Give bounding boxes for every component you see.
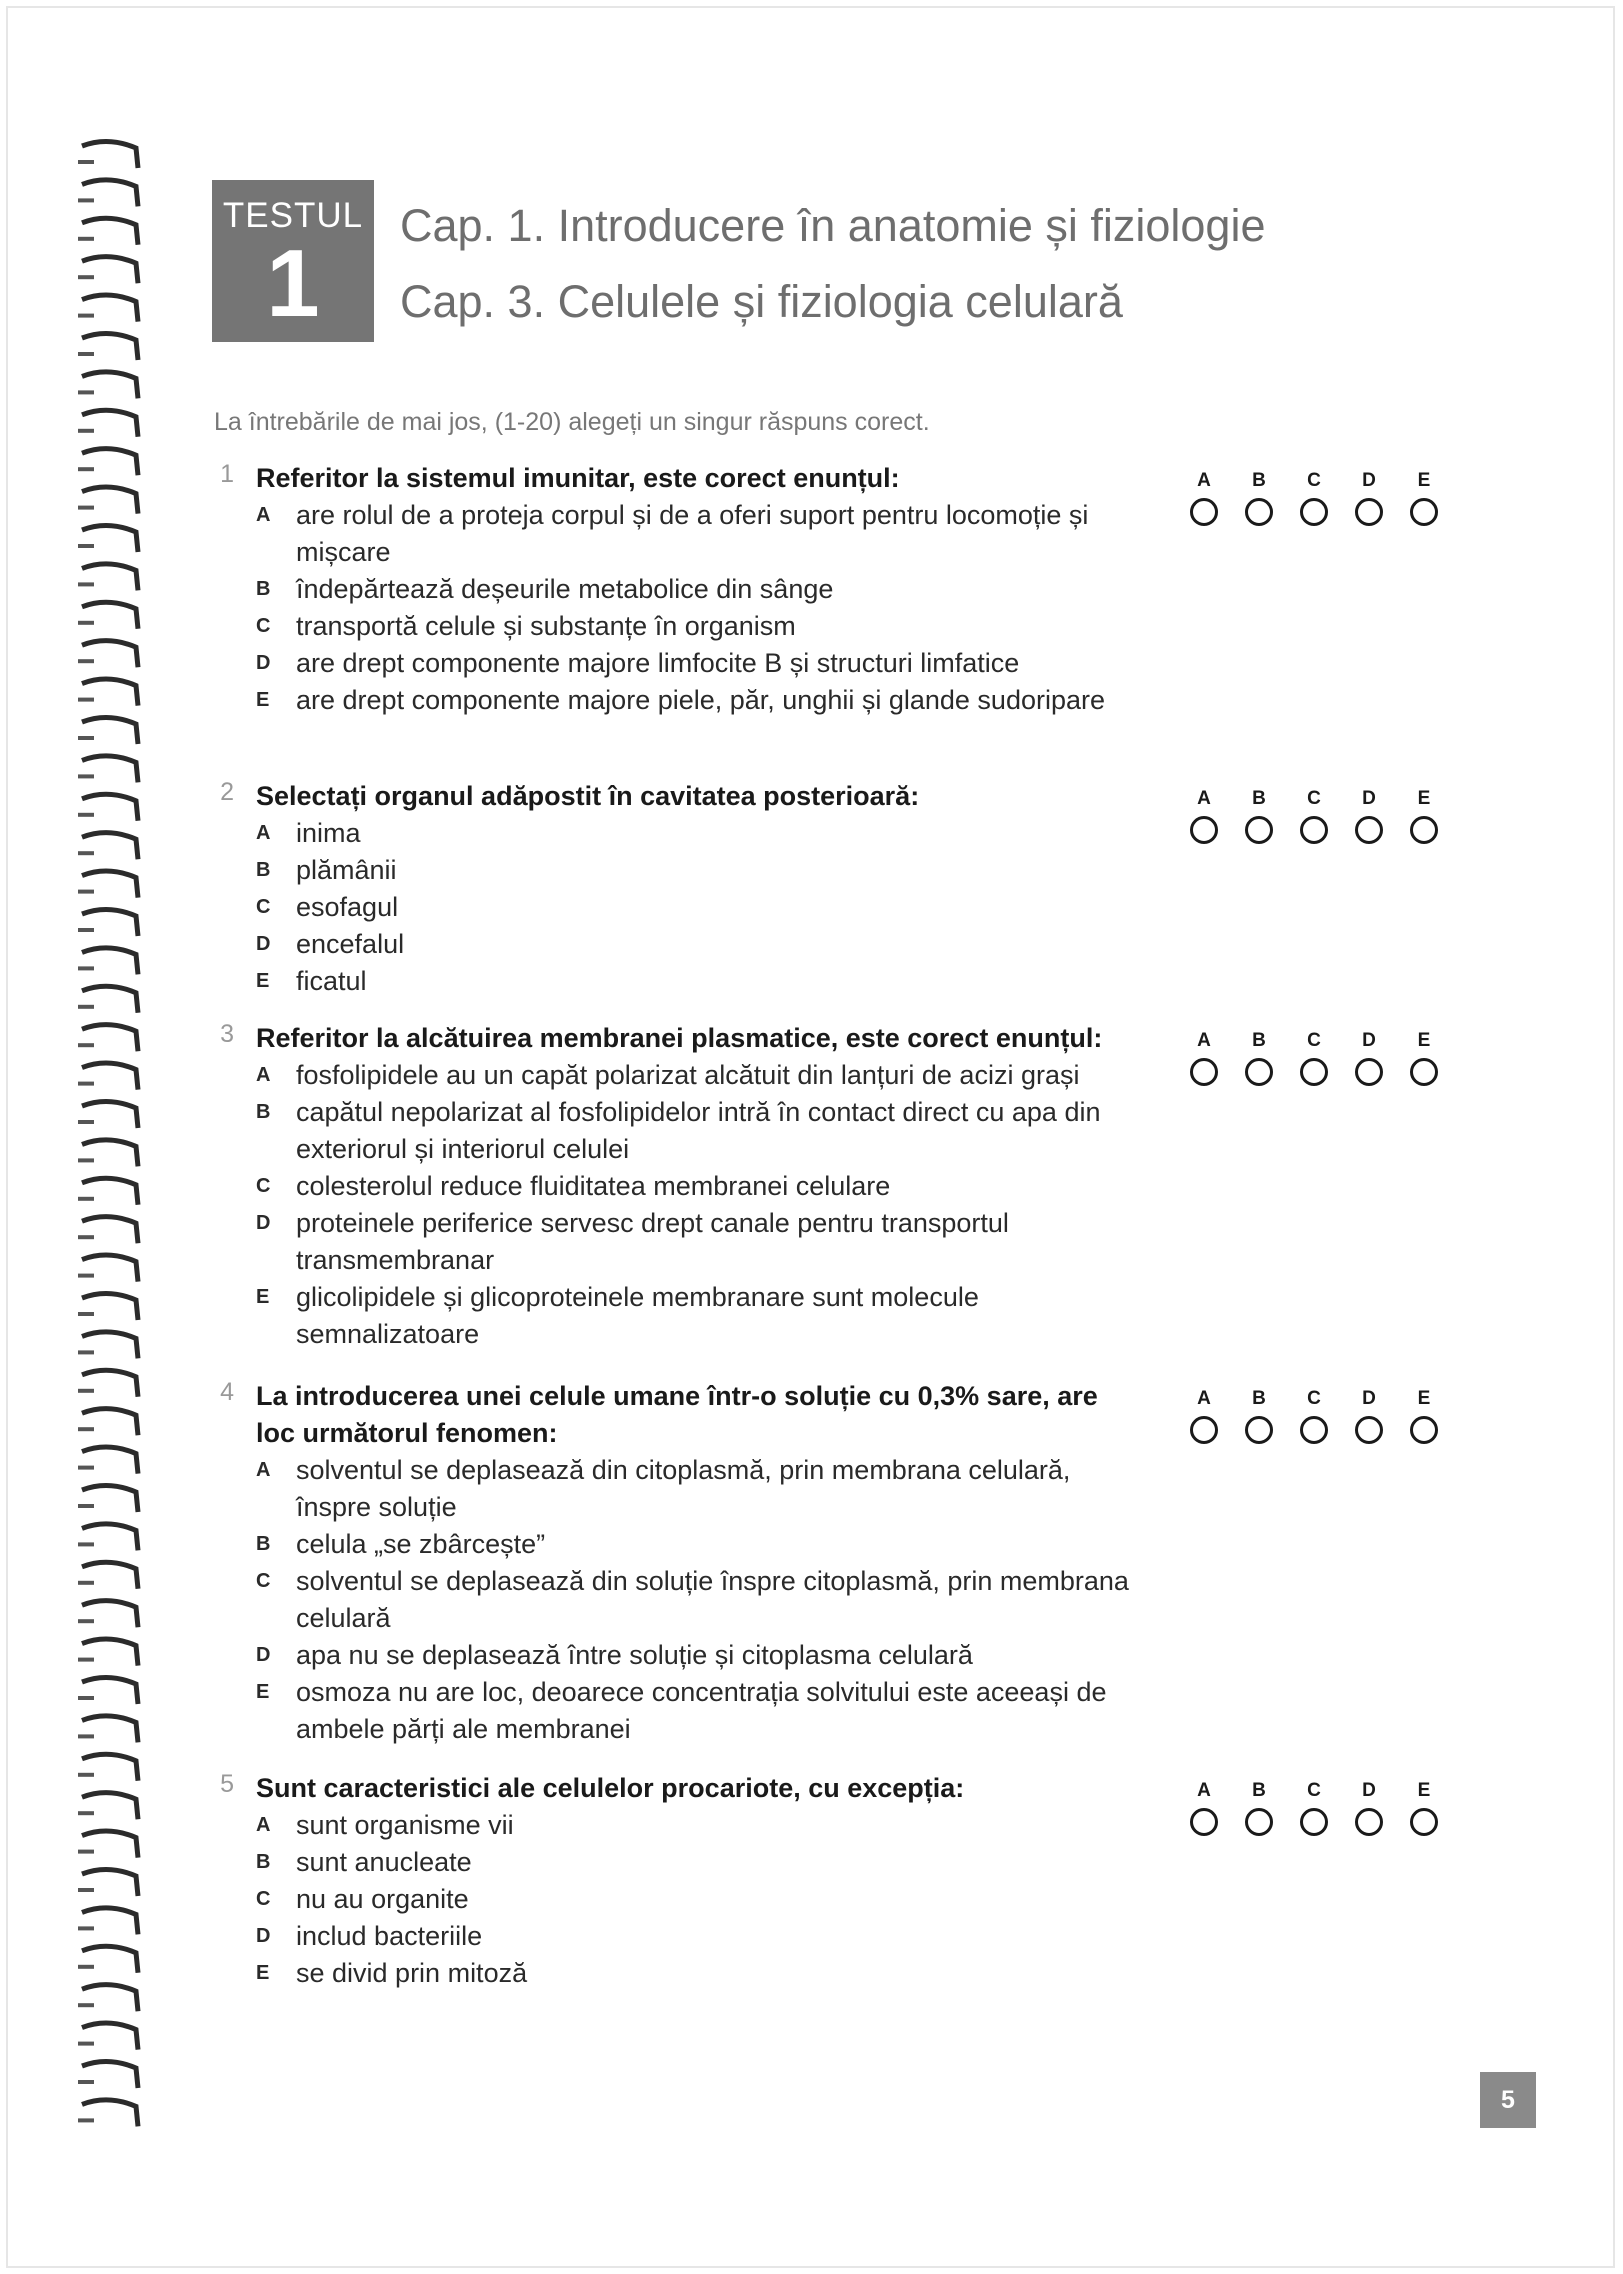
answer-option bbox=[256, 571, 1134, 608]
answer-bubble-c[interactable] bbox=[1296, 1780, 1332, 1836]
answer-option bbox=[256, 889, 1134, 926]
option-letter: C bbox=[256, 1570, 271, 1592]
answer-bubble-d[interactable] bbox=[1351, 1780, 1387, 1836]
spiral-ring bbox=[82, 1485, 138, 1512]
page-number: 5 bbox=[1480, 2072, 1536, 2128]
spiral-ring bbox=[82, 2023, 138, 2050]
spiral-ring bbox=[82, 1140, 138, 1167]
answer-option bbox=[256, 815, 1134, 852]
answer-bubble-b[interactable] bbox=[1241, 470, 1277, 526]
answer-letter: E bbox=[1417, 1030, 1431, 1051]
spiral-hole bbox=[78, 2080, 94, 2084]
answer-circle-icon[interactable] bbox=[1300, 1808, 1328, 1836]
spiral-hole bbox=[78, 851, 94, 855]
spiral-ring bbox=[82, 295, 138, 322]
spiral-hole bbox=[78, 736, 94, 740]
spiral-ring bbox=[82, 1101, 138, 1128]
spiral-hole bbox=[78, 1274, 94, 1278]
spiral-hole bbox=[78, 2003, 94, 2007]
spiral-ring bbox=[82, 372, 138, 399]
answer-bubble-b[interactable] bbox=[1241, 1780, 1277, 1836]
spiral-ring bbox=[82, 449, 138, 476]
option-text: plămânii bbox=[296, 855, 397, 885]
option-letter: D bbox=[256, 1644, 271, 1666]
answer-bubble-d[interactable] bbox=[1351, 1030, 1387, 1086]
answer-option bbox=[256, 1955, 1134, 1992]
answer-circle-icon[interactable] bbox=[1355, 498, 1383, 526]
answer-letter: B bbox=[1252, 470, 1266, 491]
spiral-hole bbox=[78, 429, 94, 433]
spiral-hole bbox=[78, 237, 94, 241]
option-letter: D bbox=[256, 933, 271, 955]
spiral-hole bbox=[78, 813, 94, 817]
option-text: fosfolipidele au un capăt polarizat alcătuit din lanțuri de acizi grași bbox=[296, 1060, 1080, 1090]
spiral-hole bbox=[78, 1389, 94, 1393]
answer-circle-icon[interactable] bbox=[1410, 816, 1438, 844]
answer-circle-icon[interactable] bbox=[1300, 1416, 1328, 1444]
option-letter: A bbox=[256, 822, 271, 844]
answer-letter: B bbox=[1252, 1780, 1266, 1801]
spiral-ring bbox=[82, 257, 138, 284]
answer-bubble-d[interactable] bbox=[1351, 470, 1387, 526]
answer-letter: C bbox=[1307, 1388, 1321, 1409]
answer-option bbox=[256, 1205, 1134, 1279]
answer-option bbox=[256, 645, 1134, 682]
answer-circle-icon[interactable] bbox=[1355, 1416, 1383, 1444]
answer-circle-icon[interactable] bbox=[1410, 1808, 1438, 1836]
answer-bubble-c[interactable] bbox=[1296, 788, 1332, 844]
spiral-ring bbox=[82, 717, 138, 744]
spiral-hole bbox=[78, 1350, 94, 1354]
question-text: Sunt caracteristici ale celulelor procariote, cu excepția: bbox=[256, 1773, 965, 1803]
option-text: transportă celule și substanțe în organism bbox=[296, 611, 796, 641]
spiral-hole bbox=[78, 1888, 94, 1892]
spiral-hole bbox=[78, 1120, 94, 1124]
instructions: La întrebările de mai jos, (1-20) alegeți un singur răspuns corect. bbox=[214, 408, 930, 436]
spiral-ring bbox=[82, 1716, 138, 1743]
spiral-ring bbox=[82, 1255, 138, 1282]
spiral-hole bbox=[78, 198, 94, 202]
option-text: ficatul bbox=[296, 966, 367, 996]
answer-bubble-a[interactable] bbox=[1186, 1388, 1222, 1444]
question-2 bbox=[214, 778, 1134, 1000]
answer-letter: A bbox=[1197, 1388, 1211, 1409]
option-letter: E bbox=[256, 970, 270, 992]
option-letter: B bbox=[256, 859, 271, 881]
answer-letter: C bbox=[1307, 470, 1321, 491]
spiral-hole bbox=[78, 1197, 94, 1201]
option-text: proteinele periferice servesc drept canale pentru transportul transmembranar bbox=[296, 1208, 1009, 1275]
spiral-ring bbox=[82, 1025, 138, 1052]
answer-letter: D bbox=[1362, 470, 1376, 491]
answer-bubble-c[interactable] bbox=[1296, 1388, 1332, 1444]
option-letter: E bbox=[256, 1962, 270, 1984]
answer-letter: A bbox=[1197, 1780, 1211, 1801]
answer-circle-icon[interactable] bbox=[1245, 1416, 1273, 1444]
spiral-hole bbox=[78, 1811, 94, 1815]
spiral-ring bbox=[82, 410, 138, 437]
spiral-hole bbox=[78, 659, 94, 663]
spiral-ring bbox=[82, 1908, 138, 1935]
spiral-ring bbox=[82, 1985, 138, 2012]
option-letter: E bbox=[256, 1286, 270, 1308]
answer-circle-icon[interactable] bbox=[1245, 1058, 1273, 1086]
spiral-ring bbox=[82, 525, 138, 552]
answer-option bbox=[256, 1637, 1134, 1674]
question-number: 5 bbox=[220, 1770, 234, 1798]
answer-bubble-d[interactable] bbox=[1351, 1388, 1387, 1444]
answer-bubble-d[interactable] bbox=[1351, 788, 1387, 844]
option-text: solventul se deplasează din citoplasmă, prin membrana celulară, înspre soluție bbox=[296, 1455, 1071, 1522]
answer-bubble-b[interactable] bbox=[1241, 788, 1277, 844]
answer-option bbox=[256, 1094, 1134, 1168]
answer-circle-icon[interactable] bbox=[1355, 816, 1383, 844]
answer-option bbox=[256, 682, 1134, 719]
answer-letter: E bbox=[1417, 1780, 1431, 1801]
spiral-ring bbox=[82, 1869, 138, 1896]
spiral-hole bbox=[78, 1235, 94, 1239]
option-text: solventul se deplasează din soluție înspre citoplasmă, prin membrana celulară bbox=[296, 1566, 1129, 1633]
spiral-hole bbox=[78, 698, 94, 702]
spiral-ring bbox=[82, 602, 138, 629]
option-text: capătul nepolarizat al fosfolipidelor intră în contact direct cu apa din exteriorul și interiorul celulei bbox=[296, 1097, 1101, 1164]
spiral-ring bbox=[82, 948, 138, 975]
answer-option bbox=[256, 608, 1134, 645]
question-number: 3 bbox=[220, 1020, 234, 1048]
answer-letter: D bbox=[1362, 788, 1376, 809]
spiral-ring bbox=[82, 1601, 138, 1628]
test-badge-word: TESTUL bbox=[222, 196, 364, 235]
answer-option bbox=[256, 963, 1134, 1000]
spiral-hole bbox=[78, 1542, 94, 1546]
answer-letter: A bbox=[1197, 788, 1211, 809]
spiral-ring bbox=[82, 1524, 138, 1551]
spiral-ring bbox=[82, 1754, 138, 1781]
spiral-ring bbox=[82, 487, 138, 514]
question-number: 2 bbox=[220, 778, 234, 806]
answer-option bbox=[256, 1452, 1134, 1526]
spiral-ring bbox=[82, 1831, 138, 1858]
spiral-hole bbox=[78, 890, 94, 894]
spiral-ring bbox=[82, 833, 138, 860]
answer-option bbox=[256, 1807, 1134, 1844]
spiral-hole bbox=[78, 1926, 94, 1930]
answer-circle-icon[interactable] bbox=[1300, 816, 1328, 844]
option-text: îndepărtează deșeurile metabolice din sânge bbox=[296, 574, 834, 604]
spiral-hole bbox=[78, 1312, 94, 1316]
question-text: Selectați organul adăpostit în cavitatea posterioară: bbox=[256, 781, 920, 811]
answer-circle-icon[interactable] bbox=[1410, 1058, 1438, 1086]
test-badge-number: 1 bbox=[266, 230, 320, 337]
spiral-hole bbox=[78, 160, 94, 164]
answer-letter: E bbox=[1417, 470, 1431, 491]
spiral-ring bbox=[82, 564, 138, 591]
spiral-hole bbox=[78, 1005, 94, 1009]
spiral-hole bbox=[78, 1850, 94, 1854]
question-3 bbox=[214, 1020, 1134, 1353]
spiral-hole bbox=[78, 1158, 94, 1162]
option-text: colesterolul reduce fluiditatea membranei celulare bbox=[296, 1171, 891, 1201]
spiral-hole bbox=[78, 544, 94, 548]
option-text: esofagul bbox=[296, 892, 399, 922]
spiral-ring bbox=[82, 1409, 138, 1436]
option-letter: A bbox=[256, 504, 271, 526]
spiral-ring bbox=[82, 2061, 138, 2088]
spiral-ring bbox=[82, 1677, 138, 1704]
spiral-hole bbox=[78, 1773, 94, 1777]
answer-option bbox=[256, 852, 1134, 889]
spiral-ring bbox=[82, 1946, 138, 1973]
spiral-ring bbox=[82, 141, 138, 168]
spiral-hole bbox=[78, 467, 94, 471]
question-text: Referitor la sistemul imunitar, este corect enunțul: bbox=[256, 463, 900, 493]
answer-letter: D bbox=[1362, 1030, 1376, 1051]
spiral-ring bbox=[82, 679, 138, 706]
option-text: are drept componente majore piele, păr, unghii și glande sudoripare bbox=[296, 685, 1106, 715]
answer-bubble-a[interactable] bbox=[1186, 788, 1222, 844]
answer-letter: D bbox=[1362, 1780, 1376, 1801]
answer-letter: E bbox=[1417, 1388, 1431, 1409]
spiral-hole bbox=[78, 1658, 94, 1662]
option-text: se divid prin mitoză bbox=[296, 1958, 528, 1988]
spiral-hole bbox=[78, 621, 94, 625]
answer-option bbox=[256, 1526, 1134, 1563]
answer-option bbox=[256, 1168, 1134, 1205]
spiral-ring bbox=[82, 1370, 138, 1397]
answer-bubble-e[interactable] bbox=[1406, 788, 1442, 844]
spiral-hole bbox=[78, 1466, 94, 1470]
answer-bubble-a[interactable] bbox=[1186, 470, 1222, 526]
answer-circle-icon[interactable] bbox=[1410, 1416, 1438, 1444]
answer-bubble-e[interactable] bbox=[1406, 1780, 1442, 1836]
answer-letter: B bbox=[1252, 788, 1266, 809]
answer-circle-icon[interactable] bbox=[1190, 1808, 1218, 1836]
answer-circle-icon[interactable] bbox=[1190, 816, 1218, 844]
answer-option bbox=[256, 1057, 1134, 1094]
spiral-hole bbox=[78, 966, 94, 970]
answer-circle-icon[interactable] bbox=[1190, 1416, 1218, 1444]
answer-circle-icon[interactable] bbox=[1300, 498, 1328, 526]
chapter-title-2: Cap. 3. Celulele și fiziologia celulară bbox=[400, 276, 1123, 327]
spiral-ring bbox=[82, 756, 138, 783]
answer-option bbox=[256, 1844, 1134, 1881]
answer-letter: C bbox=[1307, 788, 1321, 809]
answer-letter: A bbox=[1197, 1030, 1211, 1051]
spiral-hole bbox=[78, 1043, 94, 1047]
spiral-hole bbox=[78, 928, 94, 932]
answer-option bbox=[256, 497, 1134, 571]
option-letter: B bbox=[256, 578, 271, 600]
spiral-hole bbox=[78, 582, 94, 586]
spiral-ring bbox=[82, 218, 138, 245]
spiral-hole bbox=[78, 2042, 94, 2046]
spiral-ring bbox=[82, 1793, 138, 1820]
option-letter: D bbox=[256, 652, 271, 674]
answer-option bbox=[256, 1918, 1134, 1955]
question-5 bbox=[214, 1770, 1134, 1992]
spiral-hole bbox=[78, 1619, 94, 1623]
answer-bubble-e[interactable] bbox=[1406, 470, 1442, 526]
answer-circle-icon[interactable] bbox=[1355, 1058, 1383, 1086]
spiral-ring bbox=[82, 1447, 138, 1474]
answer-bubble-e[interactable] bbox=[1406, 1388, 1442, 1444]
option-letter: C bbox=[256, 1175, 271, 1197]
option-text: celula „se zbârcește” bbox=[296, 1529, 546, 1559]
spiral-hole bbox=[78, 390, 94, 394]
answer-letter: C bbox=[1307, 1030, 1321, 1051]
answer-letter: B bbox=[1252, 1030, 1266, 1051]
spiral-ring bbox=[82, 180, 138, 207]
spiral-hole bbox=[78, 1504, 94, 1508]
question-text: Referitor la alcătuirea membranei plasmatice, este corect enunțul: bbox=[256, 1023, 1103, 1053]
answer-bubble-a[interactable] bbox=[1186, 1780, 1222, 1836]
answer-bubble-e[interactable] bbox=[1406, 1030, 1442, 1086]
spiral-hole bbox=[78, 352, 94, 356]
option-text: includ bacteriile bbox=[296, 1921, 483, 1951]
spiral-ring bbox=[82, 909, 138, 936]
spiral-hole bbox=[78, 2118, 94, 2122]
answer-letter: B bbox=[1252, 1388, 1266, 1409]
spiral-ring bbox=[82, 1332, 138, 1359]
option-text: glicolipidele și glicoproteinele membranare sunt molecule semnalizatoare bbox=[296, 1282, 979, 1349]
spiral-hole bbox=[78, 275, 94, 279]
option-letter: C bbox=[256, 615, 271, 637]
option-letter: D bbox=[256, 1212, 271, 1234]
answer-option bbox=[256, 1881, 1134, 1918]
spiral-hole bbox=[78, 1965, 94, 1969]
spiral-ring bbox=[82, 986, 138, 1013]
answer-letter: E bbox=[1417, 788, 1431, 809]
spiral-ring bbox=[82, 2100, 138, 2127]
spiral-ring bbox=[82, 794, 138, 821]
option-letter: A bbox=[256, 1814, 271, 1836]
spiral-ring bbox=[82, 1063, 138, 1090]
test-badge bbox=[212, 180, 374, 342]
answer-circle-icon[interactable] bbox=[1190, 1058, 1218, 1086]
option-letter: A bbox=[256, 1064, 271, 1086]
spiral-ring bbox=[82, 871, 138, 898]
chapter-title-1: Cap. 1. Introducere în anatomie și fiziologie bbox=[400, 200, 1266, 251]
spiral-ring bbox=[82, 1178, 138, 1205]
spiral-ring bbox=[82, 1639, 138, 1666]
option-text: inima bbox=[296, 818, 361, 848]
spiral-hole bbox=[78, 774, 94, 778]
answer-circle-icon[interactable] bbox=[1190, 498, 1218, 526]
answer-bubble-c[interactable] bbox=[1296, 470, 1332, 526]
answer-letter: A bbox=[1197, 470, 1211, 491]
option-text: sunt organisme vii bbox=[296, 1810, 514, 1840]
question-4 bbox=[214, 1378, 1134, 1748]
option-letter: B bbox=[256, 1533, 271, 1555]
spiral-ring bbox=[82, 641, 138, 668]
option-letter: C bbox=[256, 1888, 271, 1910]
option-text: apa nu se deplasează între soluție și citoplasma celulară bbox=[296, 1640, 973, 1670]
spiral-hole bbox=[78, 1734, 94, 1738]
option-letter: E bbox=[256, 1681, 270, 1703]
answer-bubble-b[interactable] bbox=[1241, 1388, 1277, 1444]
spiral-ring bbox=[82, 1293, 138, 1320]
answer-option bbox=[256, 926, 1134, 963]
answer-letter: C bbox=[1307, 1780, 1321, 1801]
answer-circle-icon[interactable] bbox=[1245, 816, 1273, 844]
option-letter: C bbox=[256, 896, 271, 918]
answer-bubble-a[interactable] bbox=[1186, 1030, 1222, 1086]
spiral-hole bbox=[78, 1581, 94, 1585]
option-letter: B bbox=[256, 1101, 271, 1123]
spiral-hole bbox=[78, 1082, 94, 1086]
option-text: are rolul de a proteja corpul și de a oferi suport pentru locomoție și mișcare bbox=[296, 500, 1089, 567]
answer-circle-icon[interactable] bbox=[1245, 1808, 1273, 1836]
answer-circle-icon[interactable] bbox=[1300, 1058, 1328, 1086]
spiral-ring bbox=[82, 1562, 138, 1589]
question-number: 1 bbox=[220, 460, 234, 488]
answer-option bbox=[256, 1563, 1134, 1637]
option-text: nu au organite bbox=[296, 1884, 469, 1914]
question-number: 4 bbox=[220, 1378, 234, 1406]
option-letter: E bbox=[256, 689, 270, 711]
spiral-ring bbox=[82, 1217, 138, 1244]
option-letter: D bbox=[256, 1925, 271, 1947]
spiral-ring bbox=[82, 333, 138, 360]
spiral-hole bbox=[78, 314, 94, 318]
spiral-hole bbox=[78, 1427, 94, 1431]
option-letter: A bbox=[256, 1459, 271, 1481]
answer-circle-icon[interactable] bbox=[1355, 1808, 1383, 1836]
answer-circle-icon[interactable] bbox=[1245, 498, 1273, 526]
option-text: are drept componente majore limfocite B și structuri limfatice bbox=[296, 648, 1020, 678]
answer-bubble-c[interactable] bbox=[1296, 1030, 1332, 1086]
answer-circle-icon[interactable] bbox=[1410, 498, 1438, 526]
option-letter: B bbox=[256, 1851, 271, 1873]
spiral-hole bbox=[78, 1696, 94, 1700]
question-text: La introducerea unei celule umane într-o soluție cu 0,3% sare, are loc următorul fenomen: bbox=[256, 1381, 1098, 1448]
answer-letter: D bbox=[1362, 1388, 1376, 1409]
spiral-hole bbox=[78, 506, 94, 510]
question-1 bbox=[214, 460, 1134, 719]
answer-option bbox=[256, 1279, 1134, 1353]
answer-option bbox=[256, 1674, 1134, 1748]
option-text: sunt anucleate bbox=[296, 1847, 472, 1877]
answer-bubble-b[interactable] bbox=[1241, 1030, 1277, 1086]
option-text: osmoza nu are loc, deoarece concentrația solvitului este aceeași de ambele părți ale membranei bbox=[296, 1677, 1107, 1744]
spiral-binding-icon bbox=[78, 130, 153, 2140]
option-text: encefalul bbox=[296, 929, 405, 959]
